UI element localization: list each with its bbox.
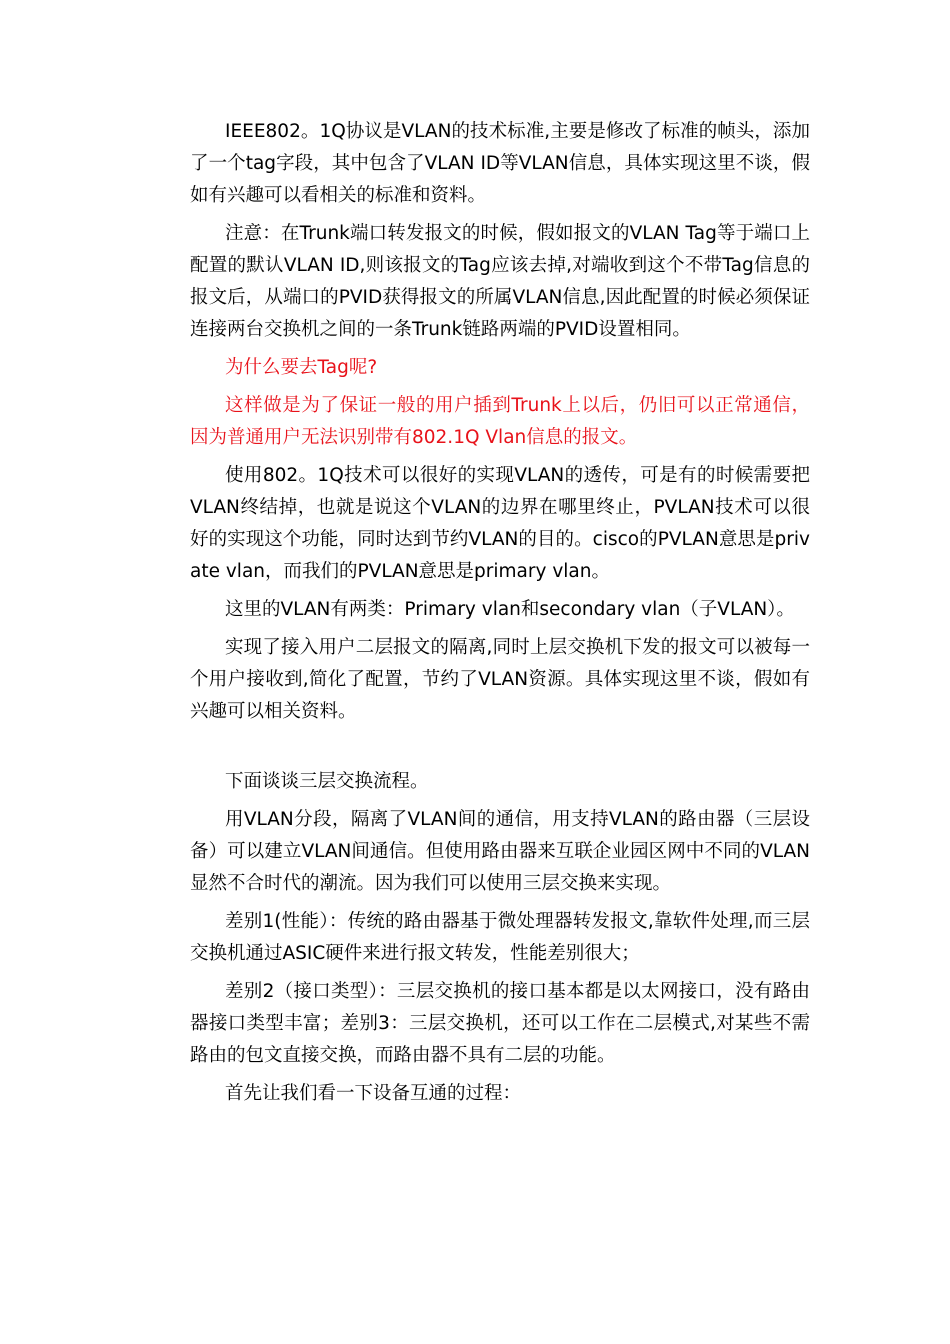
paragraph-why-remove-tag: 为什么要去Tag呢?: [225, 357, 378, 378]
paragraph-8021q-intro: IEEE802。1Q协议是VLAN的技术标准,主要是修改了标准的帧头，添加了一个tag字段，其中包含了VLAN ID等VLAN信息，具体实现这里不谈，假如有兴趣可以看相关的标准和资料。: [190, 121, 810, 206]
paragraph-difference-1: 差别1(性能）：传统的路由器基于微处理器转发报文,靠软件处理,而三层交换机通过ASIC硬件来进行报文转发，性能差别很大；: [190, 911, 810, 964]
paragraph-difference-2-3: 差别2（接口类型）：三层交换机的接口基本都是以太网接口，没有路由器接口类型丰富；差别3：三层交换机，还可以工作在二层模式,对某些不需路由的包文直接交换，而路由器不具有二层的功能。: [190, 981, 810, 1066]
document-page: [190, 116, 810, 1116]
paragraph-pvlan: 使用802。1Q技术可以很好的实现VLAN的透传，可是有的时候需要把VLAN终结掉，也就是说这个VLAN的边界在哪里终止，PVLAN技术可以很好的实现这个功能，同时达到节约VLAN的目的。cisco的PVLAN意思是private vlan，而我们的PVLAN意思是primary vlan。: [190, 465, 810, 582]
paragraph-remove-tag-reason: 这样做是为了保证一般的用户插到Trunk上以后，仍旧可以正常通信，因为普通用户无法识别带有802.1Q Vlan信息的报文。: [190, 395, 810, 448]
paragraph-trunk-note: 注意：在Trunk端口转发报文的时候，假如报文的VLAN Tag等于端口上配置的默认VLAN ID,则该报文的Tag应该去掉,对端收到这个不带Tag信息的报文后，从端口的PVID获得报文的所属VLAN信息,因此配置的时候必须保证连接两台交换机之间的一条Trunk链路两端的PVID设置相同。: [190, 223, 810, 340]
paragraph-vlan-types: 这里的VLAN有两类：Primary vlan和secondary vlan（子VLAN）。: [225, 599, 795, 620]
paragraph-vlan-routing: 用VLAN分段，隔离了VLAN间的通信，用支持VLAN的路由器（三层设备）可以建立VLAN间通信。但使用路由器来互联企业园区网中不同的VLAN显然不合时代的潮流。因为我们可以使用三层交换来实现。: [190, 809, 810, 894]
paragraph-isolation: 实现了接入用户二层报文的隔离,同时上层交换机下发的报文可以被每一个用户接收到,简化了配置，节约了VLAN资源。具体实现这里不谈，假如有兴趣可以相关资料。: [190, 637, 810, 722]
blank-line: [190, 734, 810, 766]
paragraph-layer3-heading: 下面谈谈三层交换流程。: [225, 771, 429, 792]
paragraph-device-process: 首先让我们看一下设备互通的过程：: [225, 1083, 522, 1104]
